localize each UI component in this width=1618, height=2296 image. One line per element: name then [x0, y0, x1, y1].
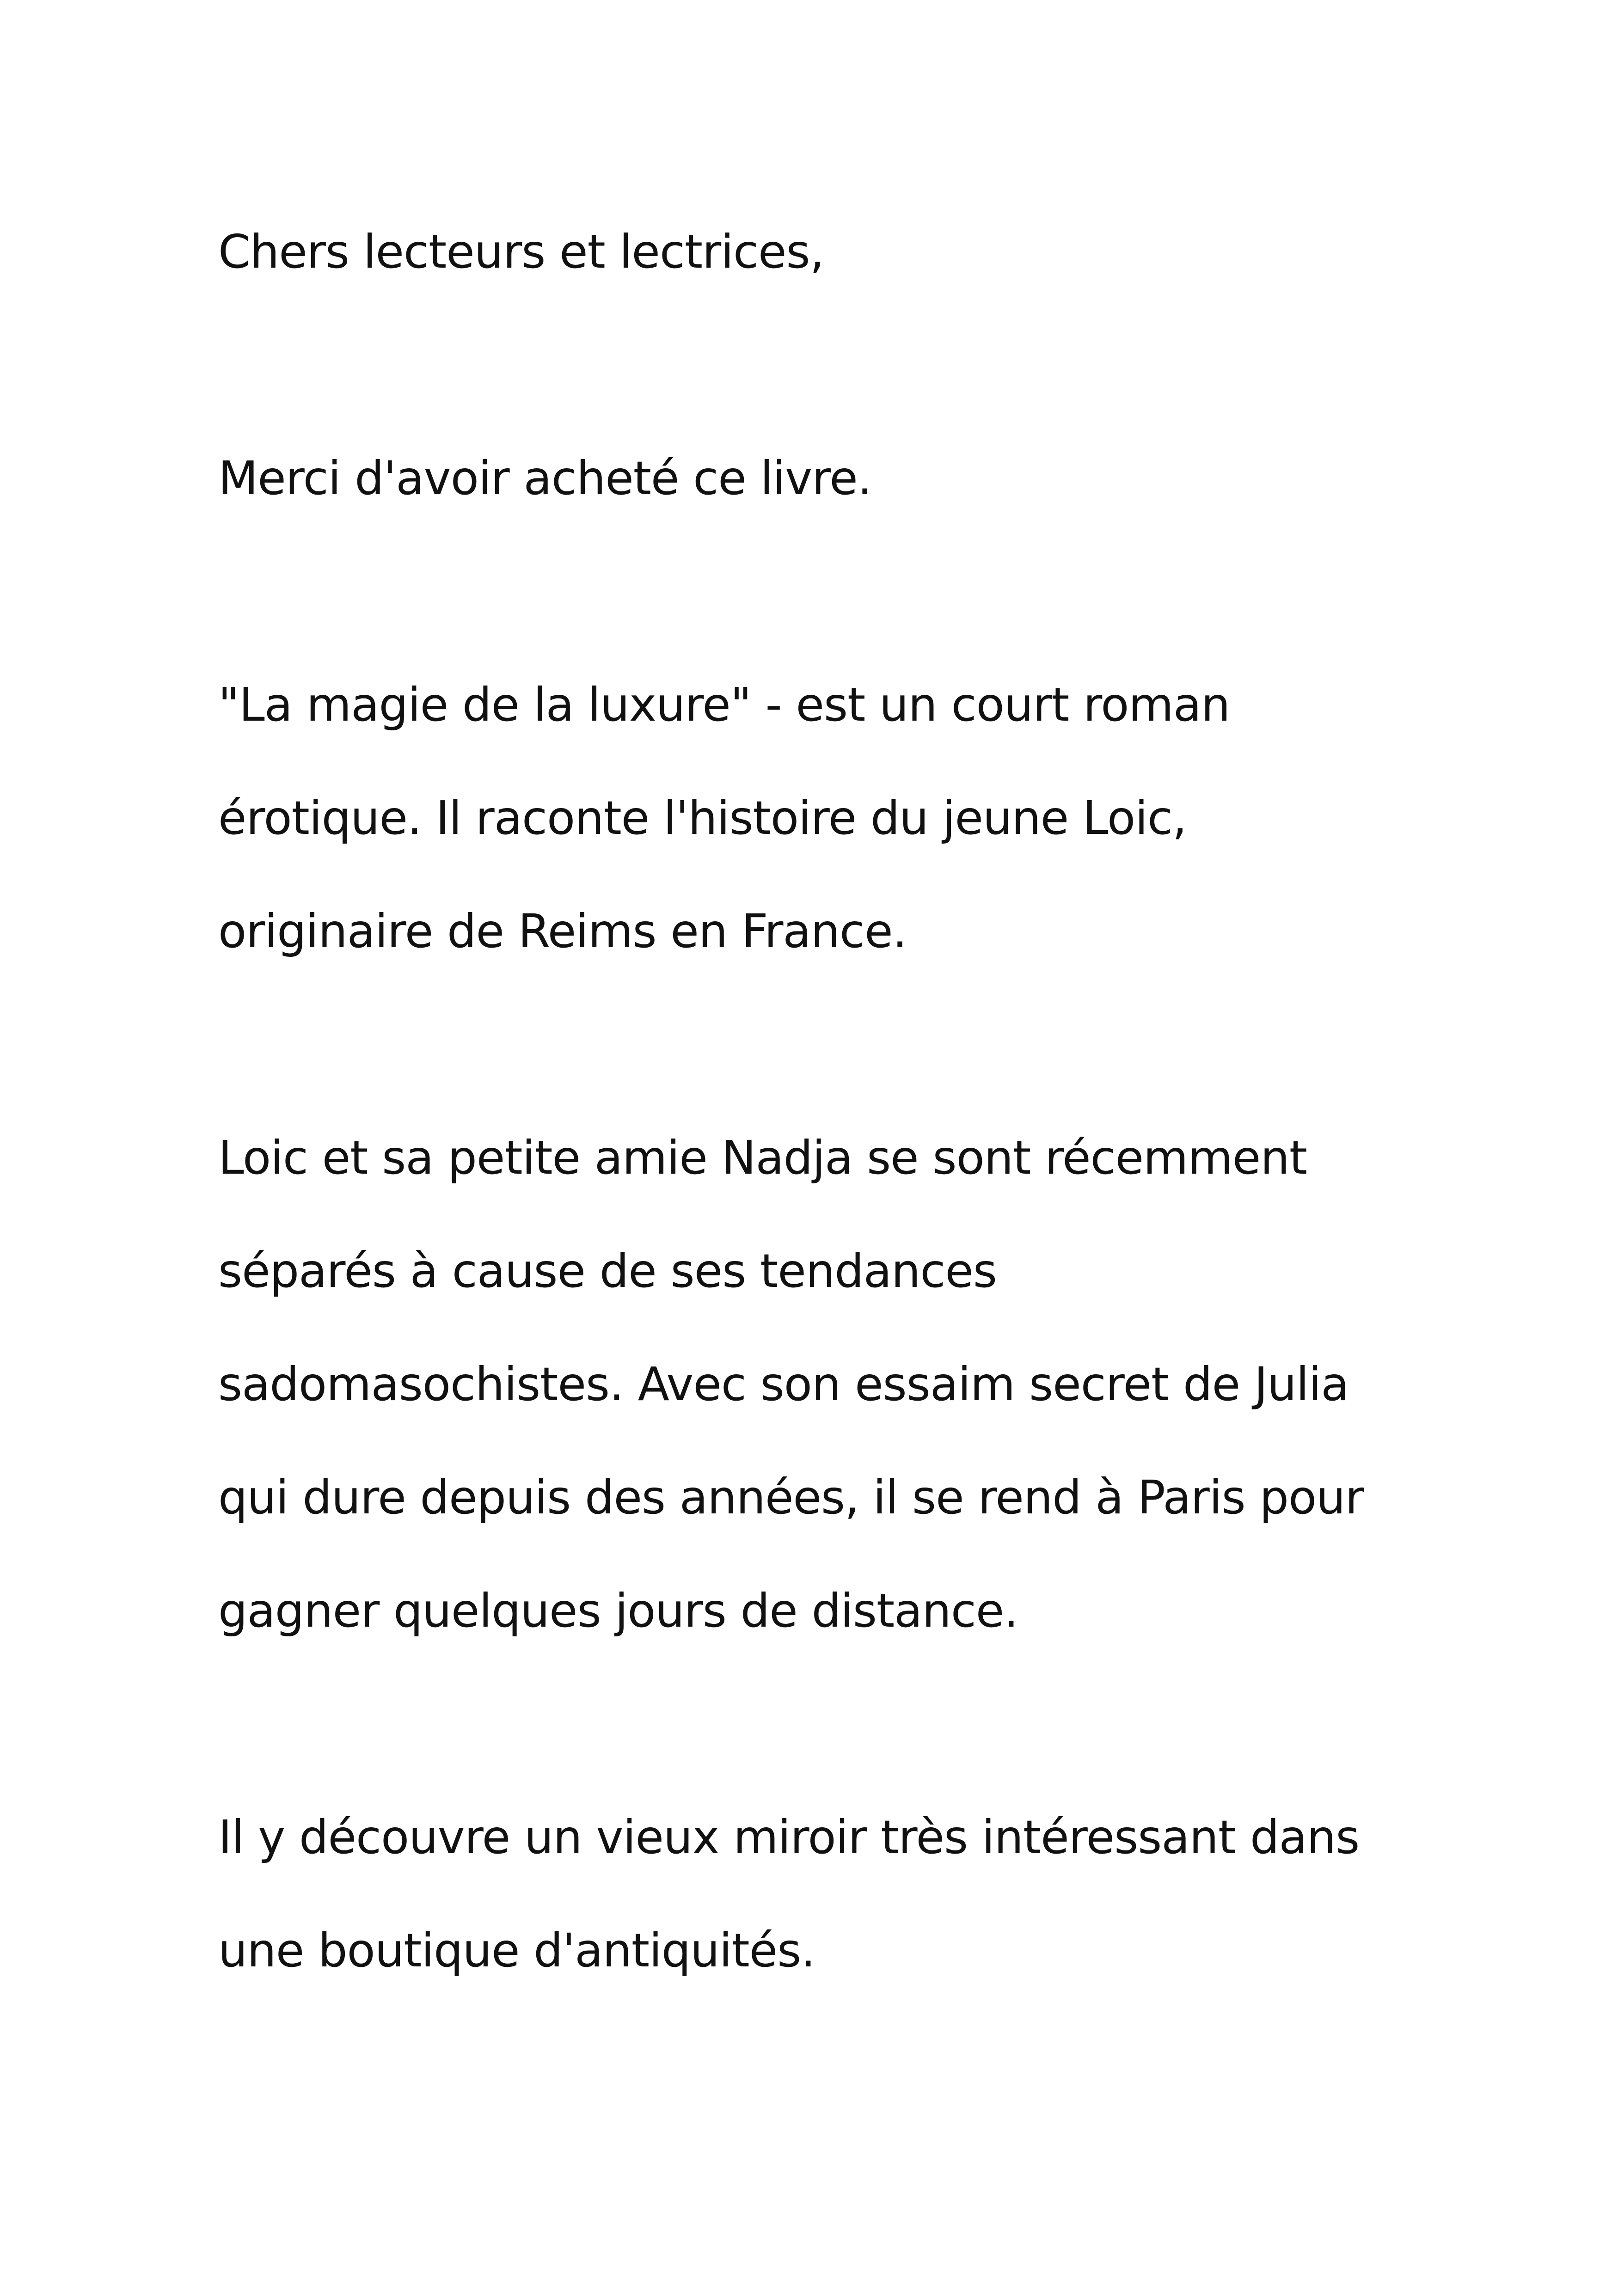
paragraph-line: originaire de Reims en France.: [218, 904, 907, 958]
paragraph-line: érotique. Il raconte l'histoire du jeune Loic,: [218, 791, 1187, 845]
greeting-line: Chers lecteurs et lectrices,: [218, 225, 824, 279]
paragraph-line: gagner quelques jours de distance.: [218, 1584, 1018, 1638]
paragraph-line: séparés à cause de ses tendances: [218, 1244, 997, 1298]
thanks-line: Merci d'avoir acheté ce livre.: [218, 451, 872, 505]
paragraph-line: Il y découvre un vieux miroir très intéressant dans: [218, 1810, 1360, 1864]
paragraph-line: sadomasochistes. Avec son essaim secret de Julia: [218, 1357, 1349, 1411]
paragraph-line: une boutique d'antiquités.: [218, 1923, 815, 1978]
paragraph-line: "La magie de la luxure" - est un court roman: [218, 678, 1230, 732]
paragraph-line: Loic et sa petite amie Nadja se sont récemment: [218, 1131, 1307, 1185]
paragraph-line: qui dure depuis des années, il se rend à Paris pour: [218, 1470, 1364, 1525]
